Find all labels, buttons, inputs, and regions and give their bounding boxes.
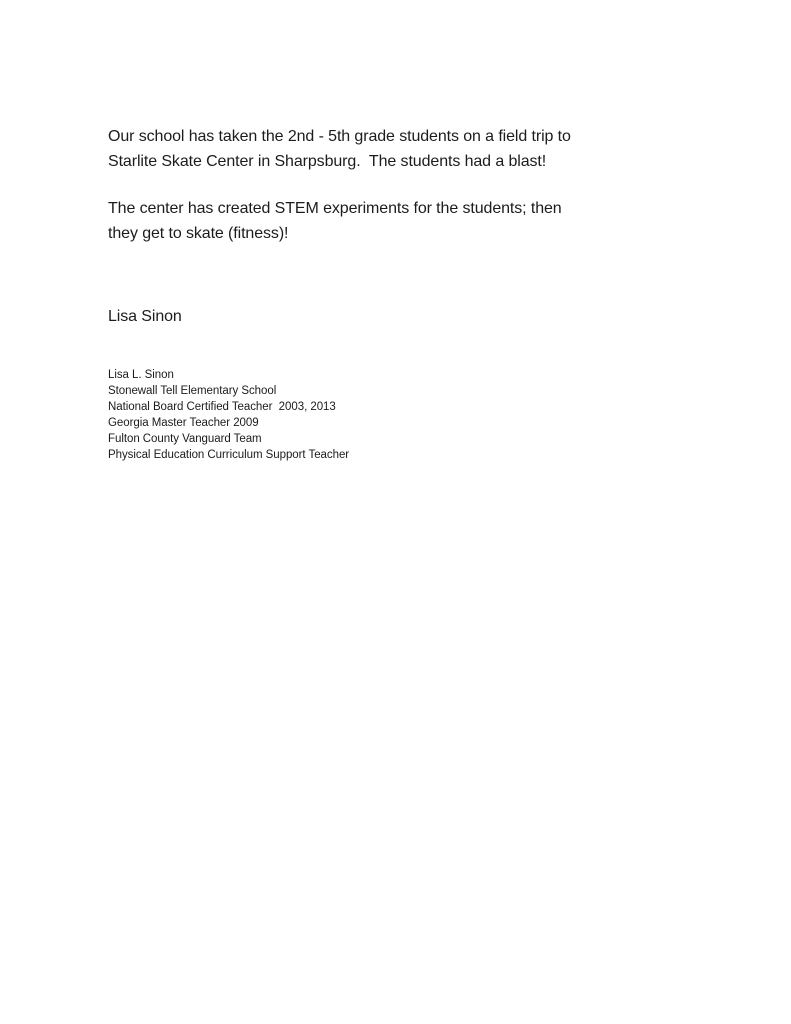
signature-line-certification: National Board Certified Teacher 2003, 2013 (108, 401, 336, 413)
signature-line-vanguard-team: Fulton County Vanguard Team (108, 433, 262, 445)
signature-line-name: Lisa L. Sinon (108, 369, 174, 381)
signature-line-role: Physical Education Curriculum Support Teacher (108, 449, 350, 461)
paragraph-line: The center has created STEM experiments for the students; then (108, 200, 562, 217)
signature-line-master-teacher: Georgia Master Teacher 2009 (108, 417, 259, 429)
signature-line-school: Stonewall Tell Elementary School (108, 385, 277, 397)
paragraph-line: Our school has taken the 2nd - 5th grade students on a field trip to (108, 128, 571, 145)
paragraph-field-trip (108, 124, 708, 174)
paragraph-line: they get to skate (fitness)! (108, 225, 289, 242)
paragraph-stem-experiments (108, 196, 708, 246)
signature-name: Lisa Sinon (108, 308, 182, 325)
paragraph-line: Starlite Skate Center in Sharpsburg. The students had a blast! (108, 153, 547, 170)
letter-body (108, 124, 708, 268)
signature-block (108, 367, 349, 463)
